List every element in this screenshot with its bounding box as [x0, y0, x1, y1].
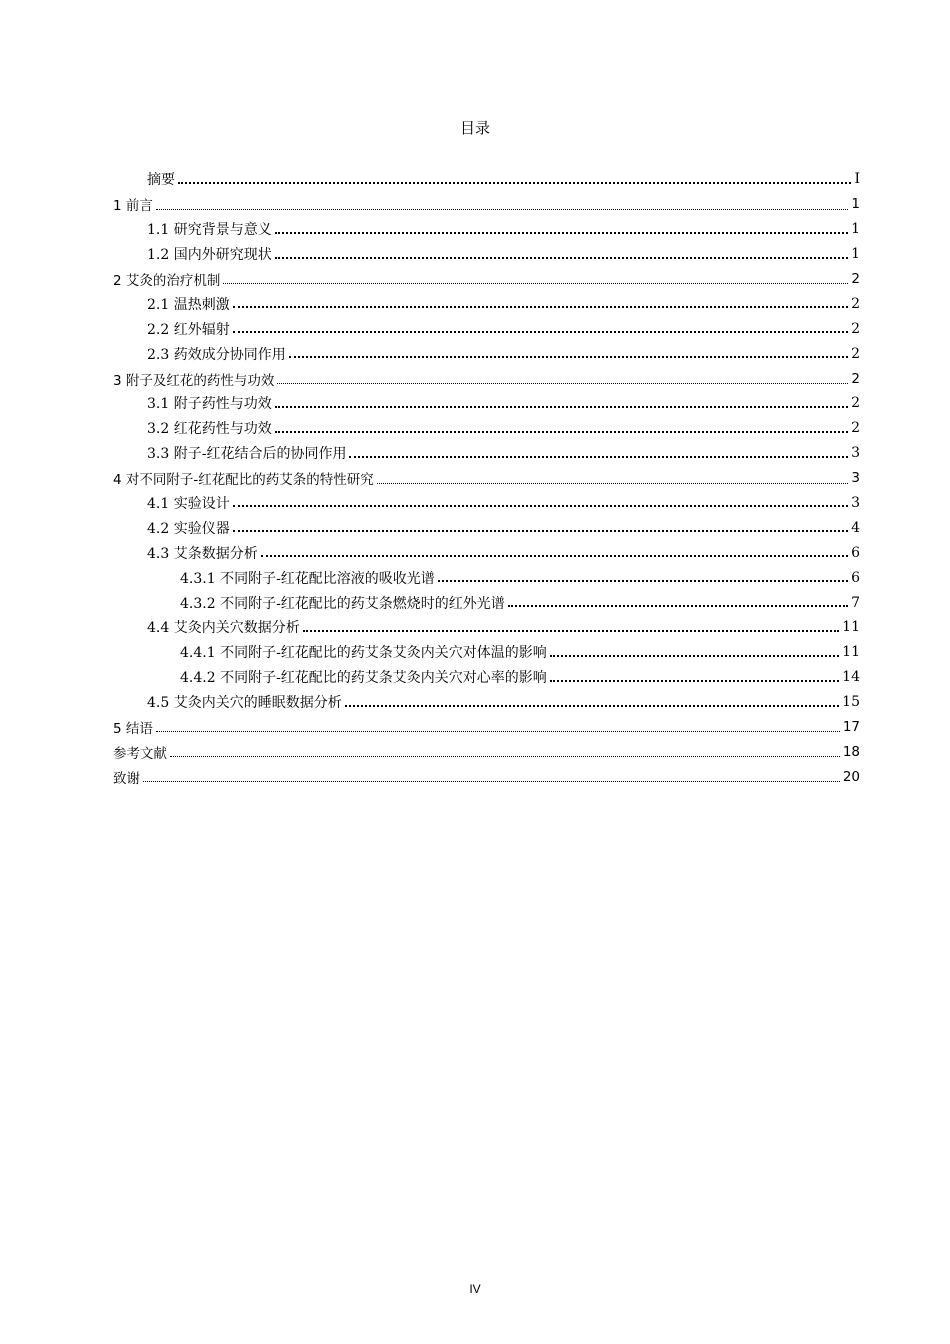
toc-entry-title: 3.2 红花药性与功效: [147, 421, 272, 438]
toc-entry-page-number: 1: [851, 246, 860, 263]
toc-entry-page-number: 6: [851, 569, 860, 586]
toc-entry-title: 1.1 研究背景与意义: [147, 222, 272, 239]
toc-entry[interactable]: [0, 242, 950, 267]
toc-entry-page-number: 2: [851, 271, 860, 287]
toc-entry-title: 4.1 实验设计: [147, 496, 230, 513]
toc-entry-page-number: 2: [851, 295, 860, 312]
toc-entry-page-number: I: [854, 171, 860, 188]
toc-entry[interactable]: [0, 565, 950, 590]
toc-entry[interactable]: [0, 540, 950, 565]
toc-entry-title: 1.2 国内外研究现状: [147, 247, 272, 264]
toc-entry-title: 4.4.1 不同附子-红花配比的药艾条艾灸内关穴对体温的影响: [180, 645, 547, 662]
toc-entry-title: 2.2 红外辐射: [147, 321, 230, 338]
toc-leader-dots: [233, 306, 848, 308]
toc-entry-page-number: 7: [851, 594, 860, 611]
toc-leader-dots: [156, 731, 840, 732]
toc-entry-title: 1 前言: [113, 198, 153, 215]
toc-leader-dots: [438, 580, 848, 582]
toc-leader-dots: [156, 209, 849, 210]
toc-entry-page-number: 1: [851, 221, 860, 238]
toc-entry-page-number: 2: [851, 345, 860, 362]
toc-entry-page-number: 11: [842, 619, 860, 636]
toc-entry[interactable]: [0, 366, 950, 391]
toc-entry[interactable]: [0, 690, 950, 715]
toc-leader-dots: [277, 383, 848, 384]
toc-entry[interactable]: [0, 391, 950, 416]
toc-entry-title: 4.5 艾灸内关穴的睡眠数据分析: [147, 695, 342, 712]
toc-entry-page-number: 6: [851, 544, 860, 561]
toc-entry[interactable]: [0, 739, 950, 764]
toc-entry-title: 3.1 附子药性与功效: [147, 396, 272, 413]
page-number: IV: [469, 1282, 481, 1296]
toc-entry-title: 4.4.2 不同附子-红花配比的药艾条艾灸内关穴对心率的影响: [180, 670, 547, 687]
toc-entry[interactable]: [0, 192, 950, 217]
toc-entry-page-number: 3: [851, 470, 860, 487]
toc-entry-page-number: 2: [851, 320, 860, 337]
toc-leader-dots: [303, 630, 839, 632]
toc-leader-dots: [550, 655, 839, 657]
toc-entry-page-number: 18: [842, 743, 860, 760]
toc-entry-title: 4.3 艾条数据分析: [147, 545, 258, 562]
table-of-contents: [0, 167, 950, 789]
toc-entry[interactable]: [0, 341, 950, 366]
toc-entry-page-number: 2: [851, 395, 860, 412]
toc-entry-page-number: 20: [842, 768, 860, 785]
toc-entry-page-number: 4: [851, 519, 860, 536]
toc-entry-page-number: 14: [842, 669, 860, 686]
toc-entry-title: 致谢: [113, 770, 140, 787]
toc-entry-title: 摘要: [147, 172, 175, 189]
toc-leader-dots: [233, 331, 848, 333]
toc-entry-title: 2.1 温热刺激: [147, 296, 230, 313]
page-title: 目录: [459, 119, 490, 137]
toc-entry[interactable]: [0, 441, 950, 466]
toc-entry[interactable]: [0, 167, 950, 192]
toc-entry[interactable]: [0, 267, 950, 292]
toc-leader-dots: [223, 283, 848, 284]
toc-entry-page-number: 3: [851, 495, 860, 512]
toc-entry[interactable]: [0, 291, 950, 316]
toc-leader-dots: [508, 605, 848, 607]
toc-leader-dots: [275, 257, 848, 259]
toc-entry-title: 2 艾灸的治疗机制: [113, 273, 221, 289]
toc-leader-dots: [233, 505, 848, 507]
toc-entry-title: 4.4 艾灸内关穴数据分析: [147, 620, 300, 637]
toc-entry-title: 4.2 实验仪器: [147, 520, 230, 537]
toc-entry[interactable]: [0, 665, 950, 690]
toc-entry-page-number: 17: [842, 719, 860, 736]
toc-entry[interactable]: [0, 615, 950, 640]
toc-leader-dots: [345, 705, 839, 707]
toc-entry-page-number: 1: [851, 196, 860, 213]
toc-entry-page-number: 3: [851, 445, 860, 462]
toc-entry[interactable]: [0, 764, 950, 789]
toc-leader-dots: [550, 680, 839, 682]
toc-entry-title: 4.3.1 不同附子-红花配比溶液的吸收光谱: [180, 570, 435, 587]
toc-leader-dots: [275, 232, 848, 234]
toc-entry-title: 3.3 附子-红花结合后的协同作用: [147, 446, 347, 463]
toc-entry-title: 5 结语: [113, 721, 153, 738]
toc-entry-page-number: 11: [842, 644, 860, 661]
toc-entry[interactable]: [0, 640, 950, 665]
toc-leader-dots: [275, 406, 848, 408]
toc-entry[interactable]: [0, 466, 950, 491]
toc-entry-title: 2.3 药效成分协同作用: [147, 346, 286, 363]
toc-entry-page-number: 2: [851, 370, 860, 387]
toc-entry[interactable]: [0, 515, 950, 540]
toc-entry-title: 3 附子及红花的药性与功效: [113, 372, 275, 389]
toc-entry-title: 4.3.2 不同附子-红花配比的药艾条燃烧时的红外光谱: [180, 595, 505, 612]
toc-leader-dots: [349, 456, 848, 458]
toc-leader-dots: [275, 431, 848, 433]
toc-entry[interactable]: [0, 217, 950, 242]
toc-entry[interactable]: [0, 715, 950, 740]
toc-leader-dots: [178, 182, 851, 184]
toc-entry[interactable]: [0, 491, 950, 516]
toc-leader-dots: [261, 555, 848, 557]
toc-leader-dots: [233, 530, 848, 532]
toc-leader-dots: [377, 483, 849, 484]
toc-leader-dots: [143, 781, 840, 782]
toc-entry-title: 4 对不同附子-红花配比的药艾条的特性研究: [113, 472, 374, 489]
toc-entry-page-number: 2: [851, 420, 860, 437]
toc-entry-page-number: 15: [842, 694, 860, 711]
toc-entry[interactable]: [0, 316, 950, 341]
toc-entry[interactable]: [0, 590, 950, 615]
toc-entry-title: 参考文献: [113, 745, 167, 762]
toc-entry[interactable]: [0, 416, 950, 441]
toc-leader-dots: [289, 356, 848, 358]
toc-leader-dots: [170, 756, 840, 757]
